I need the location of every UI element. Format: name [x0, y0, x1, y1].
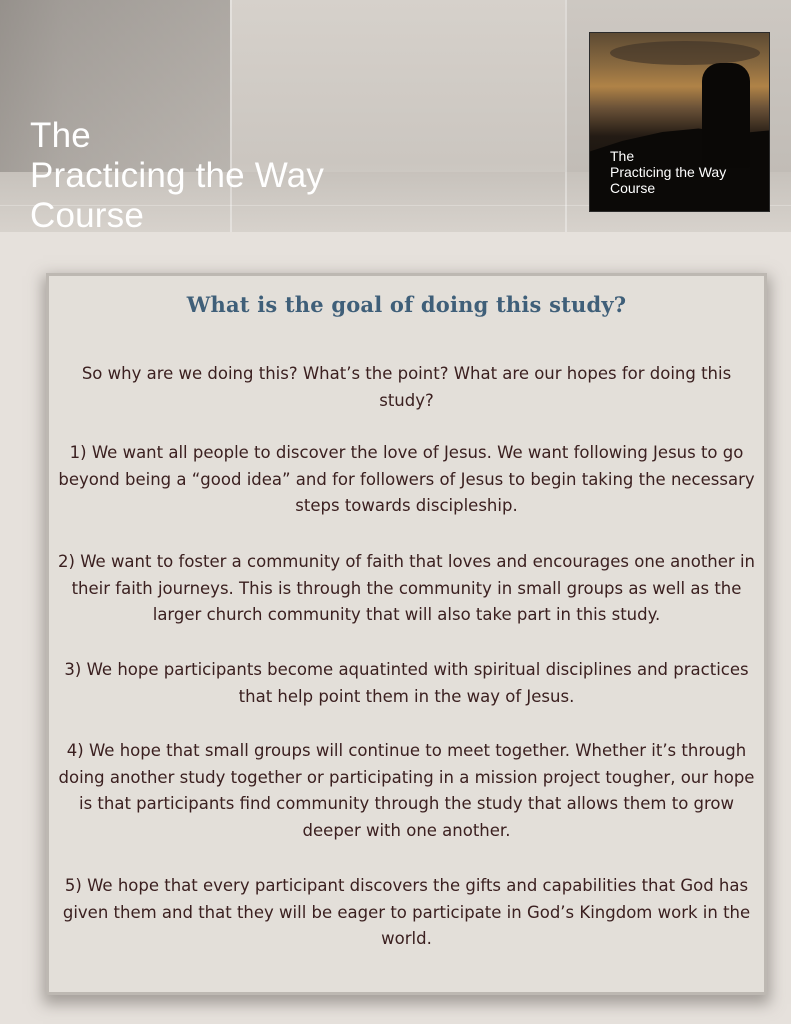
paragraph-goal-2: 2) We want to foster a community of faith that loves and encourages one another in their faith journeys. This is through the community in small groups as well as the larger church community that will also take part in this study. [58, 552, 755, 624]
header-title-line: Course [30, 196, 145, 232]
paragraph-goal-4: 4) We hope that small groups will continue to meet together. Whether it’s through doing another study together or participating in a mission project tougher, our hope is that participants find community through the study that allows them to grow deeper with one another. [58, 741, 755, 840]
paragraph-intro: So why are we doing this? What’s the point? What are our hopes for doing this study? [81, 364, 732, 410]
header-title-line: The [30, 116, 91, 155]
header-title [30, 116, 324, 232]
course-thumbnail [589, 32, 770, 212]
paragraph-goal-3: 3) We hope participants become aquatinted with spiritual disciplines and practices that help point them in the way of Jesus. [64, 660, 749, 706]
thumbnail-title-line: Course [610, 180, 656, 196]
header-banner [0, 0, 791, 232]
card-title: What is the goal of doing this study? [186, 292, 627, 317]
header-edge [565, 0, 567, 232]
thumbnail-cloud [610, 41, 760, 65]
goal-card [49, 276, 764, 992]
header-title-line: Practicing the Way [30, 156, 325, 195]
thumbnail-title-line: Practicing the Way [610, 164, 727, 180]
thumbnail-title [610, 148, 726, 196]
paragraph-goal-5: 5) We hope that every participant discovers the gifts and capabilities that God has given them and that they will be eager to participate in God’s Kingdom work in the world. [62, 876, 751, 948]
thumbnail-title-line: The [610, 148, 635, 164]
paragraph-goal-1: 1) We want all people to discover the love of Jesus. We want following Jesus to go beyond being a “good idea” and for followers of Jesus to begin taking the necessary steps towards discipleship. [58, 443, 755, 515]
